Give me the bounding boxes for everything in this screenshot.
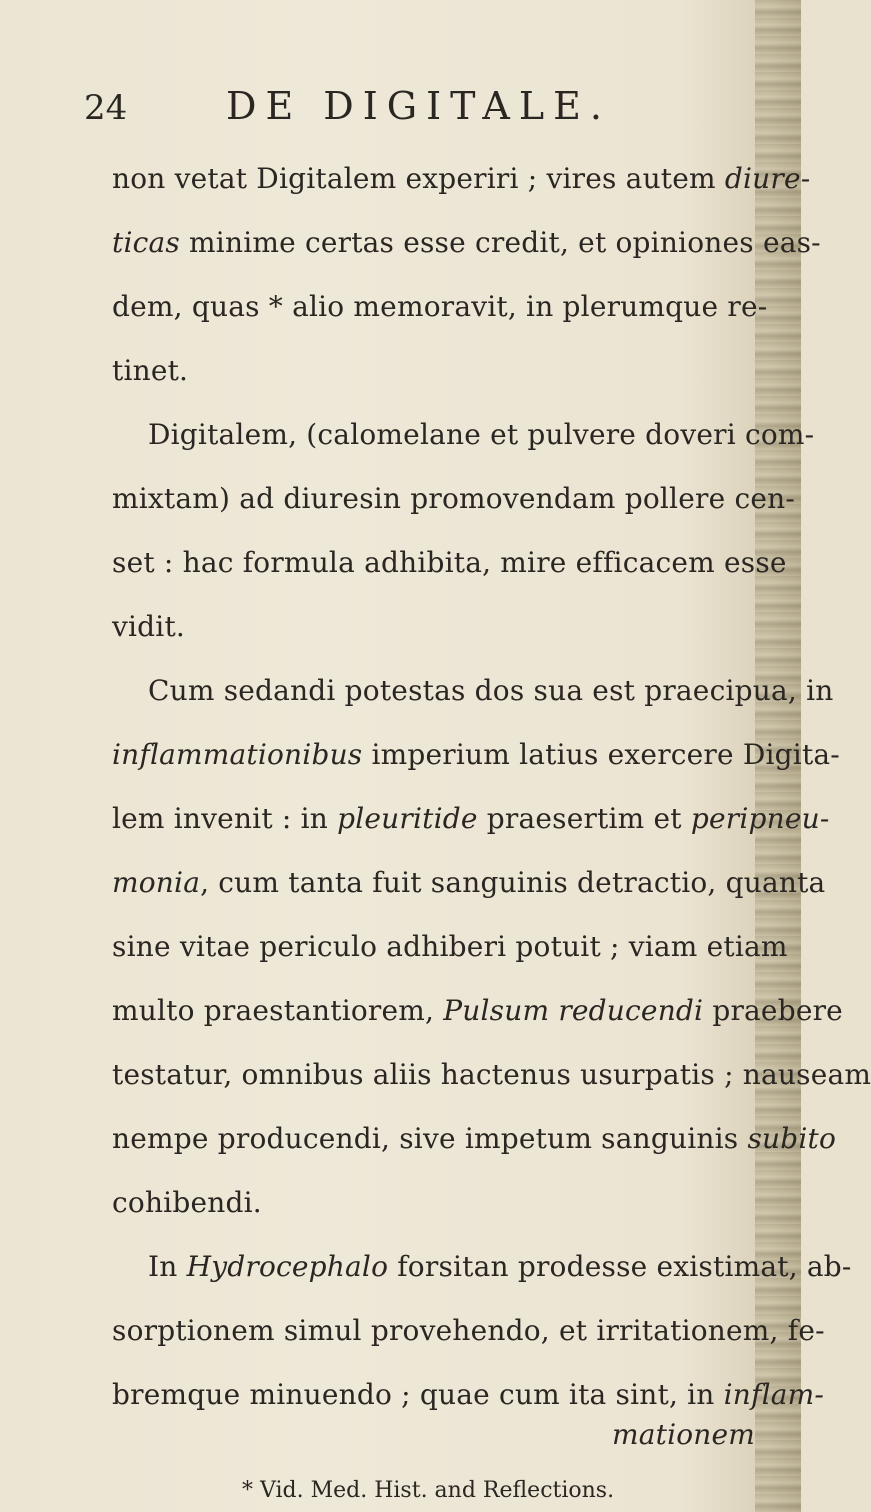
- running-title: DE DIGITALE.: [226, 84, 611, 128]
- text-line: inflammationibus imperium latius exercere Digita-: [112, 738, 840, 771]
- text-line: lem invenit : in pleuritide praesertim et peripneu-: [112, 802, 830, 835]
- text-line: testatur, omnibus aliis hactenus usurpatis ; nauseam: [112, 1058, 871, 1091]
- text-line: set : hac formula adhibita, mire efficacem esse: [112, 546, 787, 579]
- text-line: nempe producendi, sive impetum sanguinis subito: [112, 1122, 837, 1155]
- text-line: Digitalem, (calomelane et pulvere doveri com-: [148, 418, 815, 451]
- footnote: * Vid. Med. Hist. and Reflections.: [242, 1478, 615, 1503]
- text-line: sorptionem simul provehendo, et irritationem, fe-: [112, 1314, 825, 1347]
- text-line: ticas minime certas esse credit, et opiniones eas-: [112, 226, 821, 259]
- text-line: non vetat Digitalem experiri ; vires autem diure-: [112, 162, 811, 195]
- page-number: 24: [84, 88, 128, 128]
- text-line: Cum sedandi potestas dos sua est praecipua, in: [148, 674, 834, 707]
- text-line: dem, quas * alio memoravit, in plerumque re-: [112, 290, 768, 323]
- text-line: sine vitae periculo adhiberi potuit ; viam etiam: [112, 930, 788, 963]
- catchword: mationem: [612, 1418, 756, 1451]
- text-line: tinet.: [112, 354, 189, 387]
- text-line: mixtam) ad diuresin promovendam pollere cen-: [112, 482, 795, 515]
- text-line: bremque minuendo ; quae cum ita sint, in inflam-: [112, 1378, 825, 1411]
- text-line: multo praestantiorem, Pulsum reducendi praebere: [112, 994, 843, 1027]
- text-line: cohibendi.: [112, 1186, 262, 1219]
- text-line: vidit.: [112, 610, 186, 643]
- text-line: In Hydrocephalo forsitan prodesse existimat, ab-: [148, 1250, 852, 1283]
- text-line: monia, cum tanta fuit sanguinis detractio, quanta: [112, 866, 826, 899]
